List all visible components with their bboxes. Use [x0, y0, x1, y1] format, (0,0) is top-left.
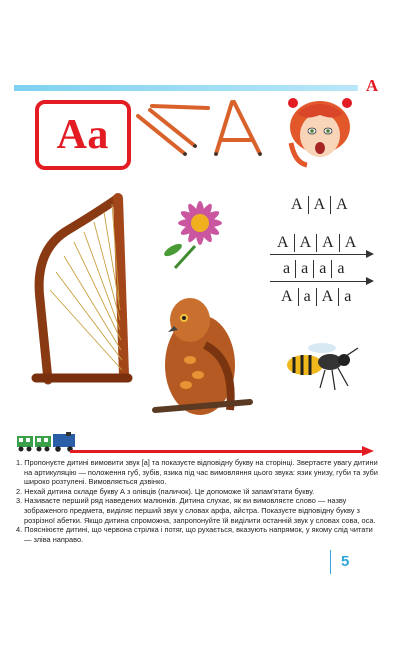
grid-row-4	[276, 288, 356, 306]
instruction-item: 2. Нехай дитина складе букву А з олівців (паличок). Це допоможе їй запам'ятати букву.	[16, 486, 315, 496]
grid-arrow-head	[366, 277, 374, 285]
grid-cell: А	[316, 234, 339, 252]
grid-line	[270, 281, 366, 282]
grid-row-1	[286, 196, 353, 214]
grid-cell: А	[308, 196, 331, 214]
reading-direction-arrow-head	[362, 446, 374, 456]
aster-flower-illustration	[155, 188, 240, 273]
grid-cell: А	[316, 288, 339, 306]
instructions-list	[16, 458, 378, 544]
grid-cell: А	[330, 196, 353, 214]
grid-cell: а	[338, 288, 356, 306]
grid-cell: а	[283, 260, 291, 277]
letter-card-text: Аа	[56, 112, 110, 158]
grid-cell: а	[313, 260, 331, 278]
grid-arrow-head	[366, 250, 374, 258]
harp-illustration	[28, 190, 138, 390]
instruction-item: 1. Пропонуєте дитині вимовити звук [а] та показуєте відповідну букву на сторінці. Звертаєте увагу дитини на артикуляцію — положення губ, зубів, язика під час вимовляння цього звука: язик унизу, губи та зуби широко розтулені. Вимовляється дзвінко.	[16, 458, 378, 487]
grid-cell: А	[339, 234, 362, 252]
train-icon	[16, 432, 78, 454]
grid-cell: а	[331, 260, 349, 278]
grid-cell: А	[294, 234, 317, 252]
corner-letter: А	[365, 76, 379, 95]
instruction-item: 3. Називаєте перший ряд наведених малюнків. Дитина слухає, як ви вимовляєте слово — назву зображеного предмета, виділяє перший звук у словах арфа, айстра. Показуєте відповідну букву з розрізної абетки. Якщо дитина спроможна, запропонуйте їй виділити останній звук у словах сова, оса.	[16, 496, 376, 525]
grid-cell: а	[295, 260, 313, 278]
grid-row-2	[272, 234, 361, 252]
wasp-illustration	[280, 340, 360, 395]
pencils-illustration	[130, 96, 280, 166]
page-number: 5	[330, 550, 370, 574]
grid-cell: А	[291, 196, 303, 213]
grid-cell: А	[277, 234, 289, 251]
letter-card	[35, 100, 131, 170]
owl-illustration	[150, 290, 260, 425]
instruction-item: 4. Поясніюєте дитині, що червона стрілка і потяг, що рухається, вказують напрямок, у якому слід читати — зліва направо.	[16, 525, 373, 544]
grid-row-3	[278, 260, 349, 278]
grid-cell: А	[281, 288, 293, 305]
grid-line	[270, 254, 366, 255]
grid-cell: а	[298, 288, 316, 306]
girl-face-illustration	[285, 93, 355, 168]
top-color-band	[14, 85, 358, 91]
reading-direction-arrow	[70, 450, 365, 453]
